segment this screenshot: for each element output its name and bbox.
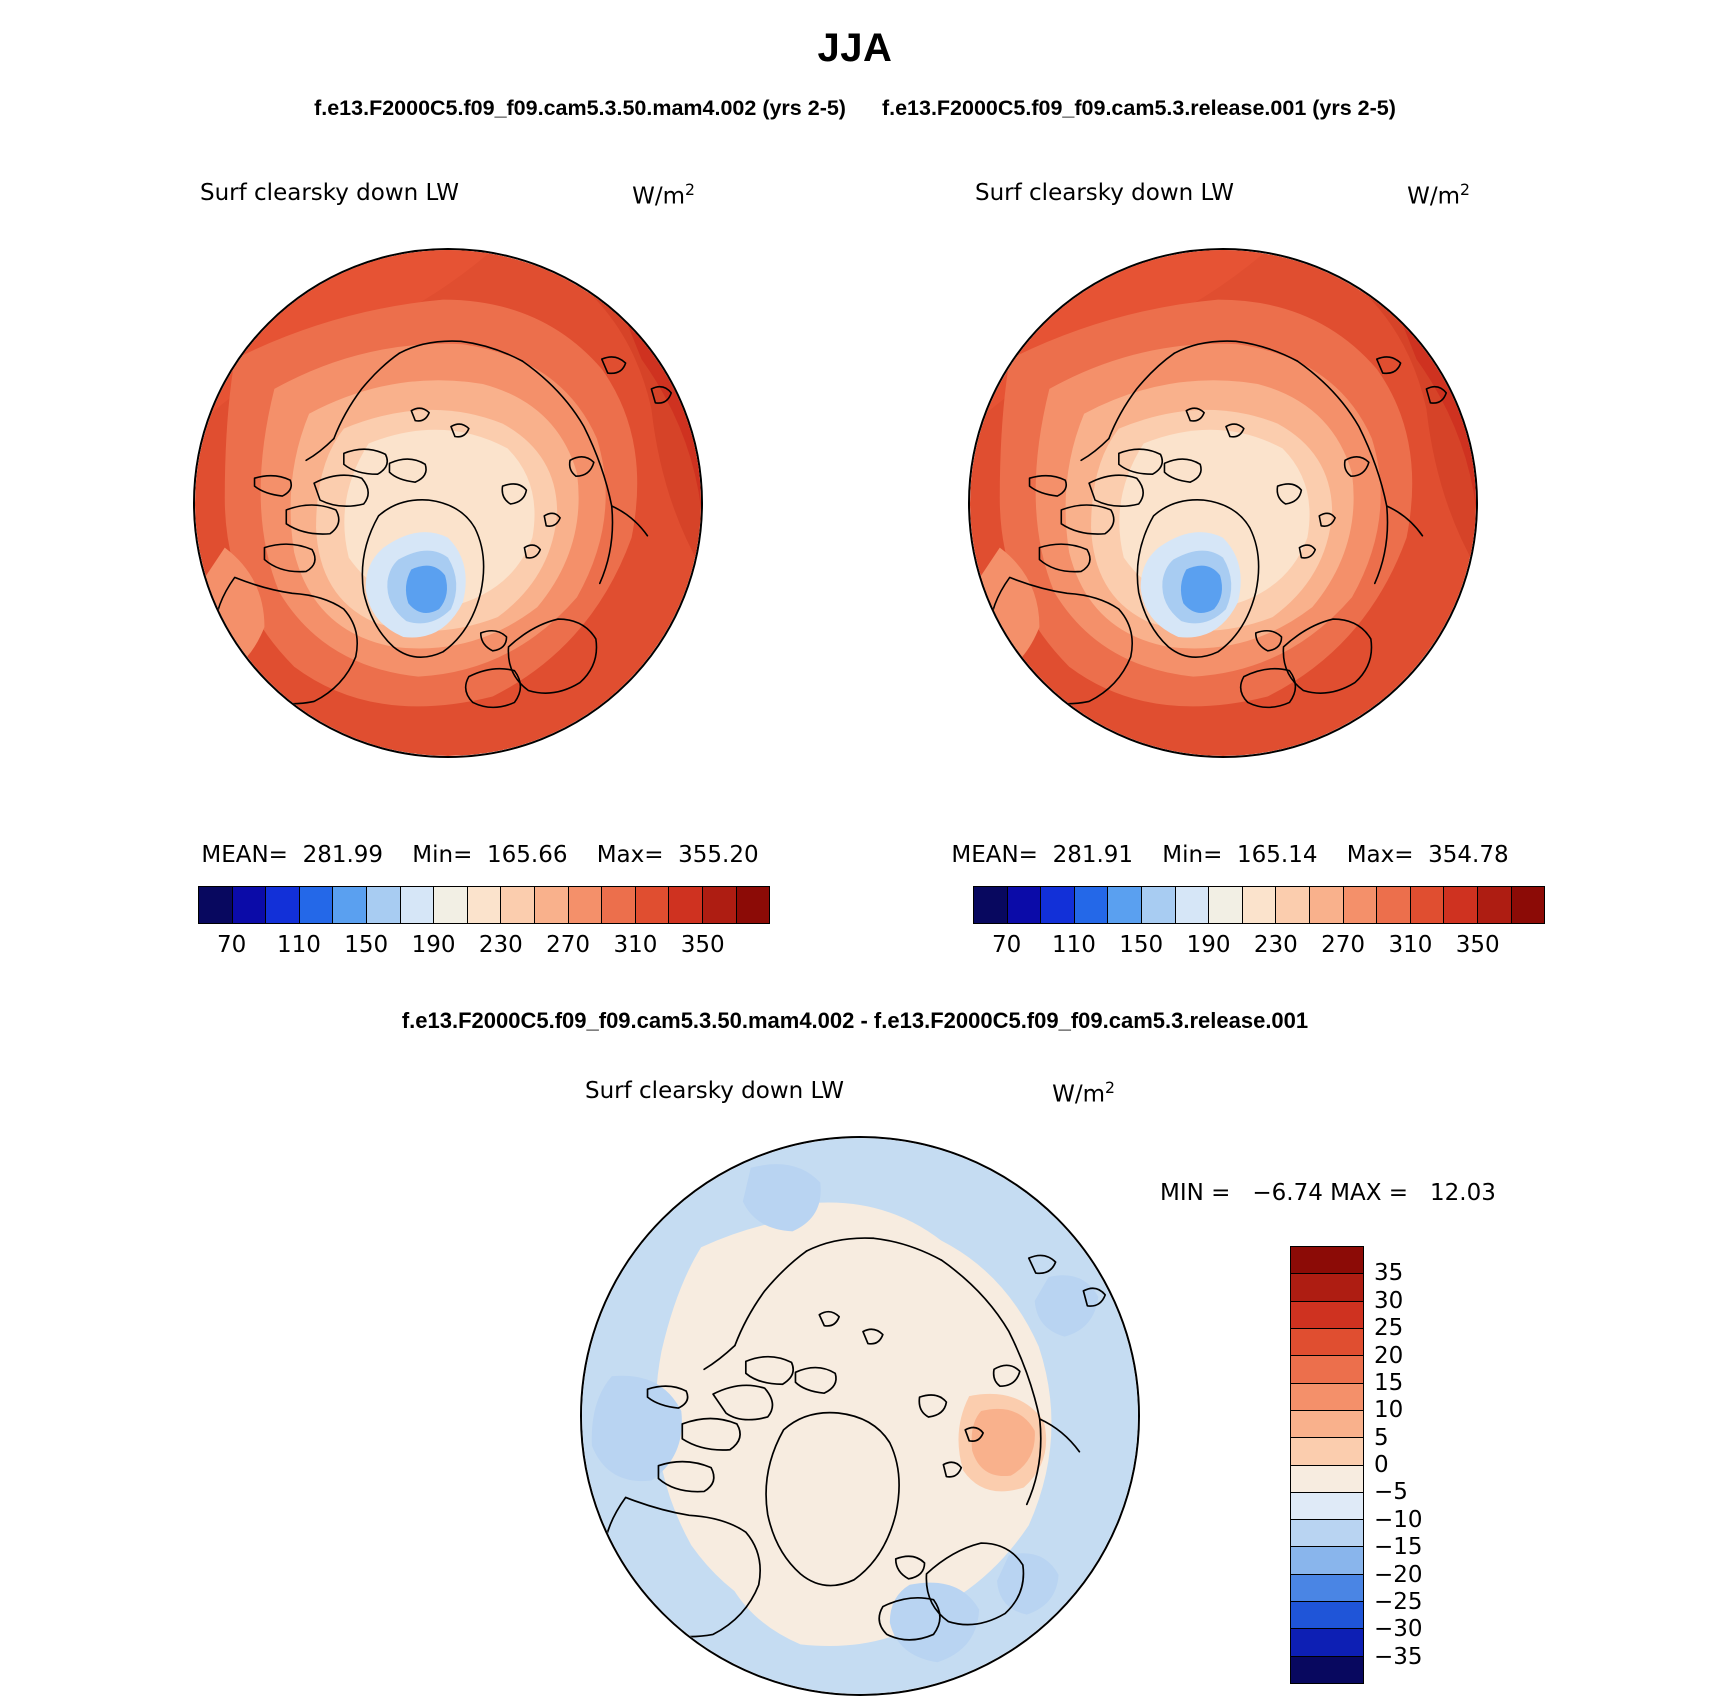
colorbar-tick-label: 270 [1321, 932, 1366, 958]
colorbar-cell [1291, 1302, 1363, 1329]
test-case-title: f.e13.F2000C5.f09_f09.cam5.3.50.mam4.002 (yrs 2-5) [314, 96, 846, 120]
colorbar-cell [1291, 1247, 1363, 1274]
colorbar-tick-label: 230 [1253, 932, 1298, 958]
colorbar-cell [1344, 887, 1378, 923]
page-title: JJA [817, 26, 893, 70]
colorbar-tick-label: 110 [1051, 932, 1096, 958]
map-svg-diff [582, 1138, 1138, 1694]
control-case-title: f.e13.F2000C5.f09_f09.cam5.3.release.001 (yrs 2-5) [881, 96, 1396, 120]
colorbar-tick-label: −15 [1374, 1534, 1423, 1561]
colorbar-tick-label: −25 [1374, 1588, 1423, 1615]
colorbar-cell [1291, 1493, 1363, 1520]
map-globe-test-case [193, 248, 703, 758]
panel-header-diff [575, 1078, 1155, 1118]
colorbar-cell [1243, 887, 1277, 923]
colorbar-tick-label: 70 [992, 932, 1022, 958]
colorbar-cell [1291, 1575, 1363, 1602]
colorbar-tick-label: 190 [411, 932, 456, 958]
colorbar-tick-label: 25 [1374, 1315, 1404, 1342]
colorbar-tick-label: 110 [276, 932, 321, 958]
colorbar-cell [569, 887, 603, 923]
colorbar-cell [1291, 1547, 1363, 1574]
colorbar-tick-label: 5 [1374, 1424, 1389, 1451]
colorbar-right-labels [973, 932, 1543, 962]
colorbar-tick-label: 150 [344, 932, 389, 958]
colorbar-cell [501, 887, 535, 923]
units-label-diff: $W/m^2$ [1052, 1078, 1115, 1108]
stats-left: MEAN= 281.99 Min= 165.66 Max= 355.20 [201, 842, 759, 868]
colorbar-cell [737, 887, 770, 923]
colorbar-cell [434, 887, 468, 923]
colorbar-cell [1444, 887, 1478, 923]
colorbar-cell [1291, 1274, 1363, 1301]
colorbar-tick-label: 20 [1374, 1342, 1404, 1369]
colorbar-tick-label: 30 [1374, 1287, 1404, 1314]
globe-disc-diff [580, 1136, 1140, 1696]
colorbar-tick-label: 35 [1374, 1260, 1404, 1287]
colorbar-cell [1512, 887, 1545, 923]
colorbar-cell [1008, 887, 1042, 923]
colorbar-tick-label: 310 [1388, 932, 1433, 958]
colorbar-cell [1075, 887, 1109, 923]
colorbar-cell [468, 887, 502, 923]
colorbar-cell [1108, 887, 1142, 923]
panel-header-right [970, 180, 1540, 220]
colorbar-difference [1290, 1246, 1364, 1684]
colorbar-cell [1209, 887, 1243, 923]
stats-right: MEAN= 281.91 Min= 165.14 Max= 354.78 [951, 842, 1509, 868]
units-label-left: $W/m^2$ [632, 180, 695, 210]
colorbar-cell [1411, 887, 1445, 923]
colorbar-cell [1291, 1520, 1363, 1547]
colorbar-tick-label: −10 [1374, 1506, 1423, 1533]
difference-title: f.e13.F2000C5.f09_f09.cam5.3.50.mam4.002 - f.e13.F2000C5.f09_f09.cam5.3.release.001 [401, 1008, 1309, 1033]
colorbar-tick-label: 150 [1119, 932, 1164, 958]
colorbar-tick-label: 230 [478, 932, 523, 958]
colorbar-tick-label: 350 [680, 932, 725, 958]
colorbar-tick-label: −20 [1374, 1561, 1423, 1588]
globe-disc-left [193, 248, 703, 758]
colorbar-cell [233, 887, 267, 923]
colorbar-cell [1291, 1329, 1363, 1356]
colorbar-cell [1291, 1602, 1363, 1629]
variable-label-left: Surf clearsky down LW [200, 180, 459, 206]
colorbar-tick-label: 15 [1374, 1369, 1404, 1396]
map-svg-left [195, 250, 701, 756]
colorbar-cell [1291, 1438, 1363, 1465]
colorbar-cell [266, 887, 300, 923]
panel-difference [575, 1078, 1155, 1138]
colorbar-cell [1291, 1384, 1363, 1411]
colorbar-difference-labels [1374, 1246, 1494, 1682]
map-svg-right [970, 250, 1476, 756]
colorbar-cell [1291, 1466, 1363, 1493]
colorbar-cell [199, 887, 233, 923]
colorbar-cell [1377, 887, 1411, 923]
colorbar-cell [974, 887, 1008, 923]
colorbar-cell [1310, 887, 1344, 923]
colorbar-cell [1291, 1411, 1363, 1438]
colorbar-cell [1291, 1356, 1363, 1383]
colorbar-cell [1478, 887, 1512, 923]
colorbar-cell [401, 887, 435, 923]
colorbar-cell [636, 887, 670, 923]
units-label-right: $W/m^2$ [1407, 180, 1470, 210]
minmax-diff: MIN = −6.74 MAX = 12.03 [1160, 1180, 1496, 1206]
colorbar-left-labels [198, 932, 768, 962]
colorbar-cell [333, 887, 367, 923]
colorbar-cell [602, 887, 636, 923]
variable-label-right: Surf clearsky down LW [975, 180, 1234, 206]
map-globe-control-case [968, 248, 1478, 758]
colorbar-cell [1276, 887, 1310, 923]
panel-header-left [195, 180, 765, 220]
colorbar-tick-label: 270 [546, 932, 591, 958]
colorbar-right [973, 886, 1545, 924]
colorbar-cell [1041, 887, 1075, 923]
colorbar-cell [1142, 887, 1176, 923]
colorbar-cell [669, 887, 703, 923]
colorbar-tick-label: 190 [1186, 932, 1231, 958]
colorbar-tick-label: −5 [1374, 1479, 1408, 1506]
colorbar-cell [1176, 887, 1210, 923]
colorbar-tick-label: −30 [1374, 1616, 1423, 1643]
colorbar-tick-label: 0 [1374, 1452, 1389, 1478]
colorbar-cell [1291, 1629, 1363, 1656]
colorbar-cell [1291, 1657, 1363, 1683]
colorbar-tick-label: −35 [1374, 1643, 1423, 1670]
case-titles [0, 96, 1710, 121]
colorbar-cell [367, 887, 401, 923]
colorbar-cell [300, 887, 334, 923]
colorbar-tick-label: 350 [1455, 932, 1500, 958]
map-globe-difference [580, 1136, 1140, 1696]
colorbar-tick-label: 310 [613, 932, 658, 958]
colorbar-tick-label: 70 [217, 932, 247, 958]
variable-label-diff: Surf clearsky down LW [585, 1078, 844, 1104]
colorbar-cell [535, 887, 569, 923]
colorbar-tick-label: 10 [1374, 1397, 1404, 1424]
colorbar-left [198, 886, 770, 924]
colorbar-cell [703, 887, 737, 923]
globe-disc-right [968, 248, 1478, 758]
